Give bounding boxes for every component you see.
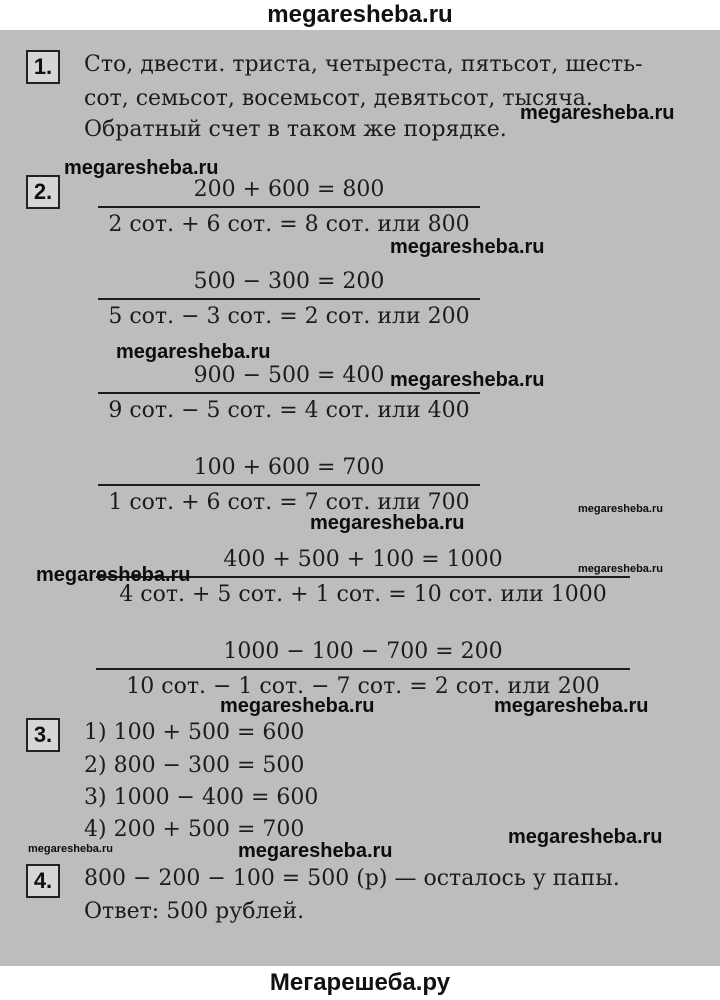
task-3-item-3: 3) 1000 − 400 = 600 <box>84 785 319 810</box>
fraction-denominator: 2 сот. + 6 сот. = 8 сот. или 800 <box>108 212 470 237</box>
task-3-item-4: 4) 200 + 500 = 700 <box>84 817 305 842</box>
task-3-number-box: 3. <box>26 718 60 752</box>
fraction-numerator: 400 + 500 + 100 = 1000 <box>223 547 503 572</box>
task-2-fraction-2 <box>98 266 480 334</box>
fraction-denominator: 9 сот. − 5 сот. = 4 сот. или 400 <box>108 398 470 423</box>
watermark: megaresheba.ru <box>310 512 465 534</box>
task-2-fraction-6 <box>96 636 630 704</box>
watermark: megaresheba.ru <box>36 564 191 586</box>
task-2-fraction-4 <box>98 452 480 520</box>
watermark: megaresheba.ru <box>116 341 271 363</box>
task-2-number-box: 2. <box>26 175 60 209</box>
watermark: megaresheba.ru <box>578 563 663 575</box>
fraction-numerator: 900 − 500 = 400 <box>193 363 385 388</box>
watermark: megaresheba.ru <box>28 843 113 855</box>
task-4-line-2: Ответ: 500 рублей. <box>84 899 305 924</box>
task-1-number-box: 1. <box>26 50 60 84</box>
watermark: megaresheba.ru <box>494 695 649 717</box>
watermark: megaresheba.ru <box>390 369 545 391</box>
fraction-numerator: 200 + 600 = 800 <box>193 177 385 202</box>
footer-site-name: Мегарешеба.ру <box>0 966 720 1000</box>
fraction-numerator: 500 − 300 = 200 <box>193 269 385 294</box>
task-4-line-1: 800 − 200 − 100 = 500 (р) — осталось у папы. <box>84 866 620 891</box>
task-2-fraction-1 <box>98 174 480 242</box>
fraction-denominator: 4 сот. + 5 сот. + 1 сот. = 10 сот. или 1000 <box>119 582 607 607</box>
fraction-numerator: 1000 − 100 − 700 = 200 <box>223 639 503 664</box>
watermark: megaresheba.ru <box>520 102 675 124</box>
watermark: megaresheba.ru <box>64 157 219 179</box>
task-1-line-1: Сто, двести. триста, четыреста, пятьсот, шесть- <box>84 52 643 77</box>
task-3-item-1: 1) 100 + 500 = 600 <box>84 720 305 745</box>
fraction-denominator: 10 сот. − 1 сот. − 7 сот. = 2 сот. или 200 <box>126 674 600 699</box>
watermark: megaresheba.ru <box>220 695 375 717</box>
task-1-line-2: сот, семьсот, восемьсот, девятьсот, тысяча. <box>84 86 593 111</box>
watermark: megaresheba.ru <box>390 236 545 258</box>
task-3-item-2: 2) 800 − 300 = 500 <box>84 753 305 778</box>
fraction-denominator: 5 сот. − 3 сот. = 2 сот. или 200 <box>108 304 470 329</box>
watermark: megaresheba.ru <box>578 503 663 515</box>
watermark: megaresheba.ru <box>238 840 393 862</box>
fraction-numerator: 100 + 600 = 700 <box>193 455 385 480</box>
header-site-name: megaresheba.ru <box>0 0 720 30</box>
task-4-number-box: 4. <box>26 864 60 898</box>
fraction-denominator: 1 сот. + 6 сот. = 7 сот. или 700 <box>108 490 470 515</box>
watermark: megaresheba.ru <box>508 826 663 848</box>
task-1-line-3: Обратный счет в таком же порядке. <box>84 117 507 142</box>
